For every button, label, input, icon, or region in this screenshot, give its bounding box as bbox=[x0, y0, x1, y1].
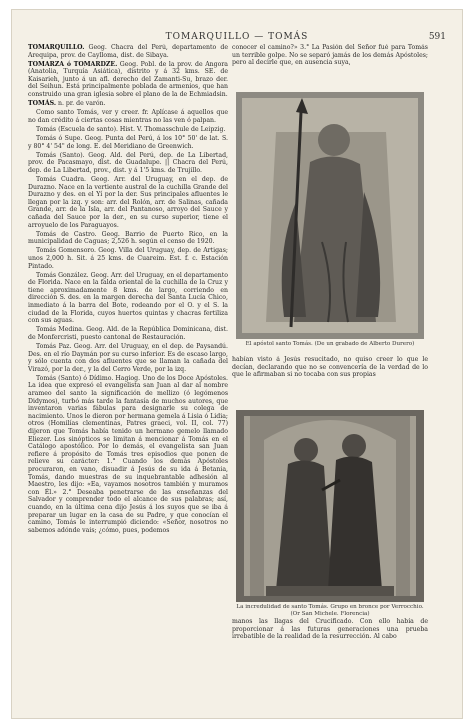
entry-text: Tomás Cuadra. Geog. Arr. del Uruguay, en el dep. de Durazno. Nace en la vertiente austral de la cuchilla Grande del Durazno y des. en el Yí por la der. Sus principales afluentes le llegan por la izq. y son: arr. del Rolón, arr. de Salinas, cañada Grande, arr. de la Isla, arr. del Pantanoso, arroyo del Sauce y cañada del Sauce por la der., en su curso superior, tiene el arroyuelo de los Paraguayos. bbox=[28, 176, 228, 229]
figure-caption-1: El apóstol santo Tomás. (De un grabado de Alberto Durero) bbox=[245, 341, 415, 347]
dictionary-entry bbox=[28, 135, 228, 150]
entry-text: Geog. Chacra del Perú, departamento de Arequipa, prov. de Caylloma, dist. de Sibaya. bbox=[28, 44, 228, 59]
paragraph: manos las llagas del Crucificado. Con ello había de proporcionar á las futuras generaciones una prueba irrebatible de la realidad de la resurrección. Al cabo bbox=[232, 618, 428, 641]
entry-text: Tomás ó Supe. Geog. Punta del Perú, á los 10° 50' de lat. S. y 80° 4' 54" de long. E. del Meridiano de Greenwich. bbox=[28, 135, 228, 150]
dictionary-entry bbox=[28, 176, 228, 229]
entry-headword: TOMARQUILLO. bbox=[28, 44, 85, 51]
page-number: 591 bbox=[428, 32, 446, 42]
entry-text: Tomás de Castro. Geog. Barrio de Puerto Rico, en la municipalidad de Caguas; 2,526 h. según el censo de 1920. bbox=[28, 230, 228, 246]
figure-caption-2: La incredulidad de santo Tomás. Grupo en bronce por Verrocchio. (Or San Michele. Florencia) bbox=[236, 604, 424, 617]
running-title: TOMARQUILLO — TOMÁS bbox=[165, 32, 309, 42]
dictionary-entry bbox=[28, 61, 228, 99]
entry-text: Geog. Pobl. de la prov. de Angora (Anatolia, Turquía Asiática), distrito y á 32 kms. SE. de Kaisarieh, junto á un afl. derecho del Zamanti-Su, brazo der. del Seihun. Está principalmente poblada de armenios, que han construido una gran iglesia sobre el plano de la de Echmiadsin. bbox=[28, 60, 228, 99]
entry-text: Tomás González. Geog. Arr. del Uruguay, en el departamento de Florida. Nace en la falda oriental de la cuchilla de la Cruz y tiene aproximadamente 8 kms. de largo, corriendo en dirección S. des. en la margen derecha del Santa Lucía Chico, inmediato á la barra del Bote, rodeando por el O. y el S. la ciudad de la Florida, cuyos huertos quintas y chacras fertiliza con sus aguas. bbox=[28, 271, 228, 325]
dictionary-entry bbox=[28, 152, 228, 175]
entry-text: Tomás (Escuela de santo). Hist. V. Thomasschule de Leipzig. bbox=[36, 125, 226, 133]
dictionary-entry bbox=[28, 247, 228, 270]
paragraph: habían visto á Jesús resucitado, no quiso creer lo que le decían, declarando que no se convencería de la verdad de lo que le afirmaban si no tocaba con sus propias bbox=[232, 356, 428, 379]
dictionary-entry bbox=[28, 126, 228, 134]
entry-text: Tomás (Santo). Geog. Ald. del Perú, dep. de La Libertad, prov. de Pacasmayo, dist. de Guadalupe. || Chacra del Perú, dep. de La Libertad, prov., dist. y á 1'5 kms. de Trujillo. bbox=[28, 151, 228, 174]
entry-text: Tomás Medina. Geog. Ald. de la República Dominicana, dist. de Monfercristi, puesto cantonal de Restauración. bbox=[28, 326, 228, 341]
right-column-middle-text bbox=[232, 356, 428, 408]
dictionary-entry bbox=[28, 343, 228, 373]
paragraph: conocer el camino?» 3.° La Pasión del Señor fué para Tomás un terrible golpe. No se separó jamás de los demás Apóstoles; pero al decirle que, en ausencia suya, bbox=[232, 44, 428, 67]
left-column bbox=[28, 44, 228, 694]
entry-text: Tomás Gomensoro. Geog. Villa del Uruguay, dep. de Artigas; unos 2,000 h. Sit. á 25 kms. de Cuareim. Est. f. c. Estación Pintado. bbox=[28, 247, 228, 270]
engraving-figure bbox=[236, 92, 424, 339]
dictionary-entry bbox=[28, 44, 228, 59]
dictionary-entry bbox=[28, 100, 228, 108]
entry-headword: TOMARZA ó TOMARDZE. bbox=[28, 60, 118, 68]
bronze-group-image bbox=[236, 410, 424, 602]
entry-text: n. pr. de varón. bbox=[56, 100, 106, 108]
right-column-bottom-text bbox=[232, 618, 428, 682]
entry-text: Como santo Tomás, ver y creer. fr. Aplícase á aquellos que no dan crédito á ciertas cosas mientras no las ven ó palpan. bbox=[28, 109, 228, 124]
right-column-top-text bbox=[232, 44, 428, 86]
dictionary-entry bbox=[28, 326, 228, 341]
dictionary-entry bbox=[28, 109, 228, 124]
dictionary-entry bbox=[28, 231, 228, 246]
engraving-saint-thomas bbox=[236, 92, 424, 339]
entry-headword: TOMÁS. bbox=[28, 100, 57, 108]
bronze-figure bbox=[236, 410, 424, 602]
dictionary-entry bbox=[28, 272, 228, 325]
entry-text: Tomás (Santo) ó Dídimo. Hagiog. Uno de los Doce Apóstoles. La idea que expresó el evangelista san Juan al dar al nombre arameo del santo la significación de mellizo (ó legómenos Didymos), turbó más tarde la fantasía de muchos autores, que inventaron varias fábulas para designarle su colega de nacimiento. Unos le dieron por hermana gemela á Lisia ó Lidia; otros (Homilías clementinas, Patres graeci, vol. II, col. 77) dijeron que Tomás había tenido un hermano gemelo llamado Eliezer. Los sinópticos se limitan á mencionar á Tomás en el Catálogo apostólico. Por lo demás, el evangelista san Juan refiere á propósito de Tomás tres episodios que ponen de relieve su carácter: 1.° Cuando los demás Apóstoles procuraron, en vano, disuadir á Jesús de su ida á Betania, Tomás, dando muestras de su inquebrantable adhesión al Maestro, les dijo: «Ea, vayamos nosotros también y muramos con Él.» 2.° Deseaba penetrarse de las enseñanzas del Salvador y comprender todo el alcance de sus palabras; así, cuando, en la última cena dijo Jesús á los suyos que se iba á preparar un lugar en la casa de su Padre, y que conocían el camino, Tomás le interrumpió diciendo: «Señor, nosotros no sabemos adónde vais; ¿cómo, pues, podemos bbox=[28, 374, 228, 534]
dictionary-entry bbox=[28, 375, 228, 534]
entry-text: Tomás Paz. Geog. Arr. del Uruguay, en el dep. de Paysandú. Des. en el río Daymán por su curso inferior. Es de escaso largo, y sólo cuenta con dos afluentes que se llaman la cañada del Virazó, por la der., y la del Cerro Verde, por la izq. bbox=[28, 342, 228, 373]
